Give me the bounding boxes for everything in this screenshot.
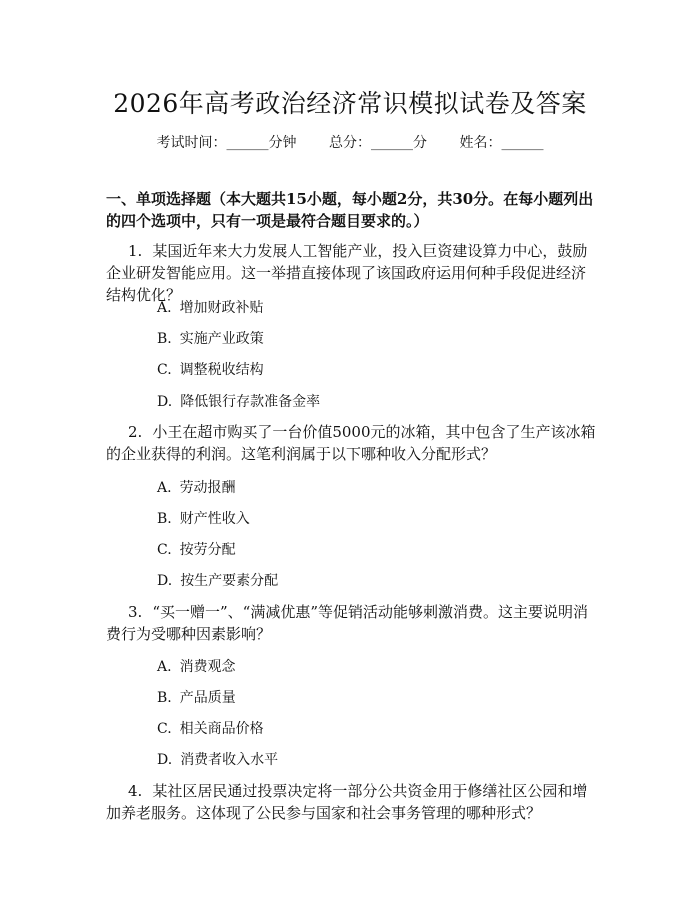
option-letter: C. bbox=[157, 542, 172, 558]
option-text: 按劳分配 bbox=[179, 542, 236, 558]
option-text: 消费者收入水平 bbox=[180, 752, 279, 768]
option-letter: C. bbox=[157, 362, 172, 378]
q1-option-a[interactable] bbox=[157, 298, 264, 318]
option-text: 按生产要素分配 bbox=[180, 573, 279, 589]
option-letter: D. bbox=[157, 752, 173, 768]
option-text: 财产性收入 bbox=[179, 511, 250, 527]
option-text: 增加财政补贴 bbox=[179, 300, 264, 316]
question-2 bbox=[106, 421, 598, 465]
name-field: 姓名：______ bbox=[459, 135, 544, 151]
option-letter: B. bbox=[157, 690, 172, 706]
option-letter: A. bbox=[157, 300, 172, 316]
q2-option-c[interactable] bbox=[157, 540, 236, 560]
option-letter: A. bbox=[157, 659, 172, 675]
q1-option-c[interactable] bbox=[157, 360, 264, 380]
question-number: 4. bbox=[128, 782, 143, 800]
question-text: “买一赠一”、“满减优惠”等促销活动能够刺激消费。这主要说明消费行为受哪种因素影响？ bbox=[106, 603, 588, 643]
option-letter: D. bbox=[157, 394, 173, 410]
question-number: 1. bbox=[128, 242, 143, 260]
page-title: 2026年高考政治经济常识模拟试卷及答案 bbox=[113, 89, 587, 118]
question-1 bbox=[106, 240, 598, 306]
q3-option-b[interactable] bbox=[157, 688, 236, 708]
option-text: 劳动报酬 bbox=[179, 480, 236, 496]
option-text: 产品质量 bbox=[179, 690, 236, 706]
option-text: 降低银行存款准备金率 bbox=[180, 394, 321, 410]
section-heading: 一、单项选择题（本大题共15小题，每小题2分，共30分。在每小题列出的四个选项中，只有一项是最符合题目要求的。） bbox=[106, 190, 594, 230]
q2-option-b[interactable] bbox=[157, 509, 250, 529]
option-letter: B. bbox=[157, 331, 172, 347]
option-text: 调整税收结构 bbox=[179, 362, 264, 378]
exam-info-line bbox=[0, 132, 700, 152]
option-letter: A. bbox=[157, 480, 172, 496]
question-text: 某国近年来大力发展人工智能产业，投入巨资建设算力中心，鼓励企业研发智能应用。这一举措直接体现了该国政府运用何种手段促进经济结构优化？ bbox=[106, 242, 588, 304]
question-4 bbox=[106, 780, 598, 824]
q3-option-d[interactable] bbox=[157, 750, 278, 770]
q2-option-a[interactable] bbox=[157, 478, 236, 498]
question-number: 3. bbox=[128, 603, 143, 621]
q1-option-d[interactable] bbox=[157, 392, 320, 412]
question-text: 小王在超市购买了一台价值5000元的冰箱，其中包含了生产该冰箱的企业获得的利润。这笔利润属于以下哪种收入分配形式？ bbox=[106, 423, 596, 463]
exam-time-field: 考试时间：______分钟 bbox=[156, 135, 297, 151]
option-letter: C. bbox=[157, 721, 172, 737]
q1-option-b[interactable] bbox=[157, 329, 264, 349]
q3-option-a[interactable] bbox=[157, 657, 236, 677]
option-letter: D. bbox=[157, 573, 173, 589]
option-letter: B. bbox=[157, 511, 172, 527]
option-text: 相关商品价格 bbox=[179, 721, 264, 737]
question-number: 2. bbox=[128, 423, 143, 441]
q2-option-d[interactable] bbox=[157, 571, 278, 591]
total-score-field: 总分：______分 bbox=[329, 135, 427, 151]
question-3 bbox=[106, 601, 598, 645]
q3-option-c[interactable] bbox=[157, 719, 264, 739]
option-text: 实施产业政策 bbox=[179, 331, 264, 347]
question-text: 某社区居民通过投票决定将一部分公共资金用于修缮社区公园和增加养老服务。这体现了公民参与国家和社会事务管理的哪种形式？ bbox=[106, 782, 588, 822]
option-text: 消费观念 bbox=[179, 659, 236, 675]
